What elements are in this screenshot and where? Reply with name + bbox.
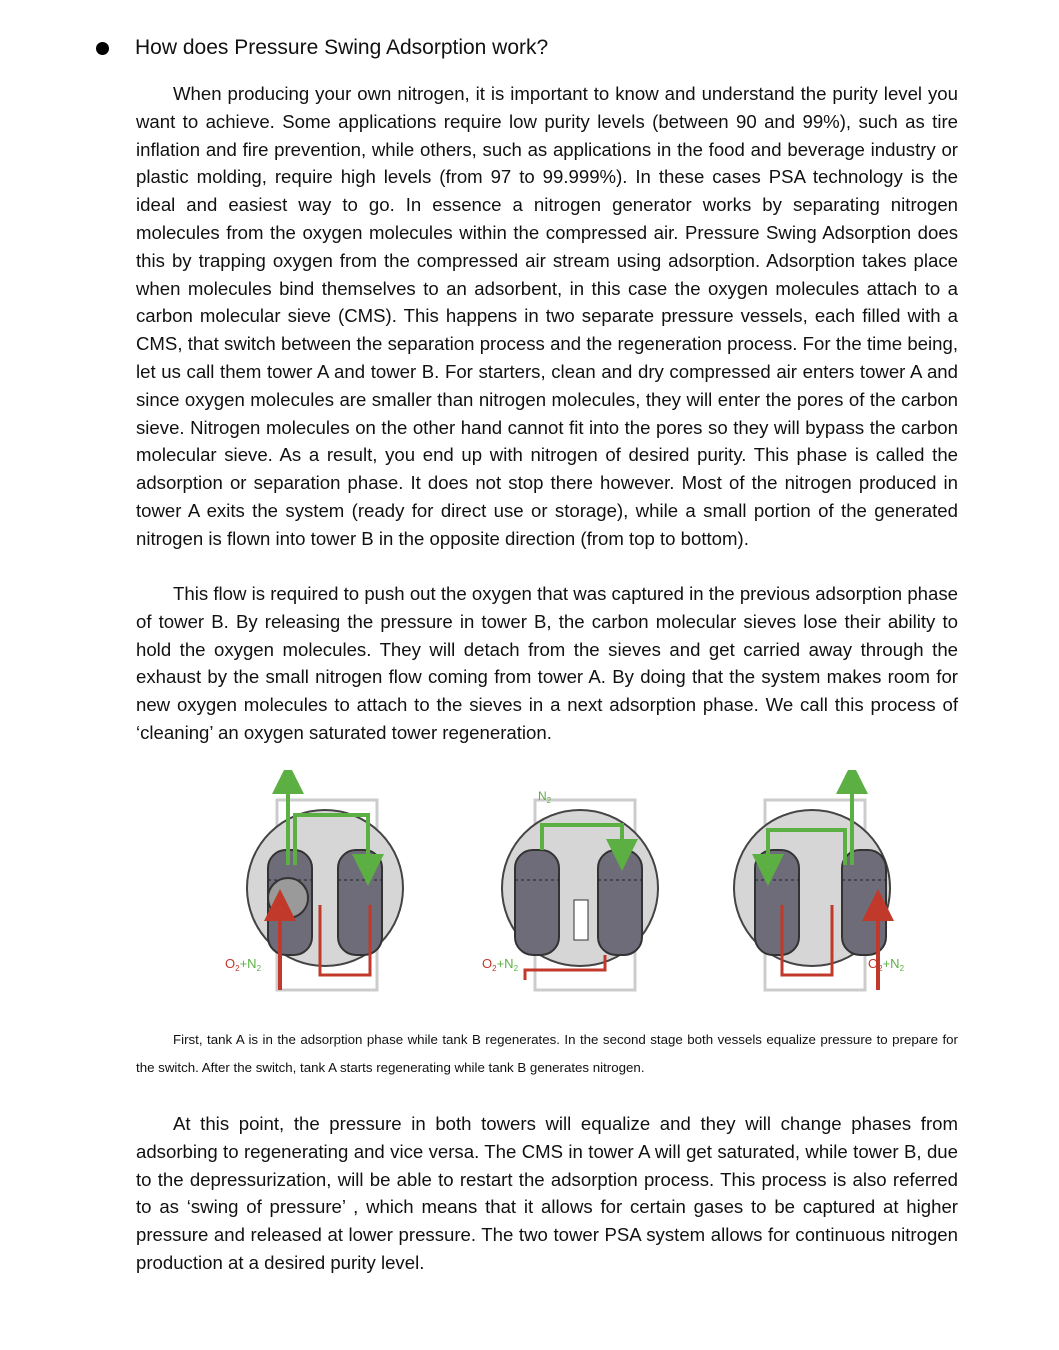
stage-1-diagram: [225, 773, 403, 990]
heading-text: How does Pressure Swing Adsorption work?: [135, 36, 549, 59]
bullet-icon: [96, 42, 109, 55]
o2-n2-label: $O_2+N_2$: [482, 956, 519, 973]
section-heading: [96, 36, 548, 60]
tank-a: [755, 850, 799, 955]
valve-icon: [268, 878, 308, 918]
psa-diagram: [220, 770, 940, 995]
n2-label: $N_2$: [538, 789, 552, 805]
n2-label: $N_2$: [282, 773, 296, 789]
stage-2-diagram: [482, 789, 658, 990]
tank-b: [338, 850, 382, 955]
tank-b: [598, 850, 642, 955]
paragraph-2: This flow is required to push out the oxygen that was captured in the previous adsorption phase of tower B. By releasing the pressure in tower B, the carbon molecular sieves lose their ability to hold the oxygen molecules. They will detach from the sieves and get carried away through the exhaust by the small nitrogen flow coming from tower A. By doing that the system makes room for new oxygen molecules to attach to the sieves in a next adsorption phase. We call this process of ‘cleaning’ an oxygen saturated tower regeneration.: [136, 583, 958, 743]
o2-n2-label: $O_2+N_2$: [225, 956, 262, 973]
figure-caption: First, tank A is in the adsorption phase while tank B regenerates. In the second stage both vessels equalize pressure to prepare for the switch. After the switch, tank A starts regenerating while tank B generates nitrogen.: [136, 1032, 958, 1075]
paragraph-1: When producing your own nitrogen, it is important to know and understand the purity level you want to achieve. Some applications require low purity levels (between 90 and 99%), such as tire inflation and fire prevention, while others, such as applications in the food and beverage industry or plastic molding, require high levels (from 97 to 99.999%). In these cases PSA technology is the ideal and easiest way to go. In essence a nitrogen generator works by separating nitrogen molecules from the oxygen molecules within the compressed air. Pressure Swing Adsorption does this by trapping oxygen from the compressed air stream using adsorption. Adsorption takes place when molecules bind themselves to an adsorbent, in this case the oxygen molecules attach to a carbon molecular sieve (CMS). This happens in two separate pressure vessels, each filled with a CMS, that switch between the separation process and the regeneration process. For the time being, let us call them tower A and tower B. For starters, clean and dry compressed air enters tower A and since oxygen molecules are smaller than nitrogen molecules, they will enter the pores of the carbon sieve. Nitrogen molecules on the other hand cannot fit into the pores so they will bypass the carbon molecular sieve. As a result, you end up with nitrogen of desired purity. This phase is called the adsorption or separation phase. It does not stop there however. Most of the nitrogen produced in tower A exits the system (ready for direct use or storage), while a small portion of the generated nitrogen is flown into tower B in the opposite direction (from top to bottom).: [136, 83, 958, 549]
stage-3-diagram: [734, 773, 905, 990]
o2-n2-label: $O_2+N_2$: [868, 956, 905, 973]
tank-a: [515, 850, 559, 955]
paragraph-3: At this point, the pressure in both towers will equalize and they will change phases from adsorbing to regenerating and vice versa. The CMS in tower A will get saturated, while tower B, due to the depressurization, will be able to restart the adsorption process. This process is also referred to as ‘swing of pressure’ , which means that it allows for certain gases to be captured at higher pressure and released at lower pressure. The two tower PSA system allows for continuous nitrogen production at a desired purity level.: [136, 1113, 958, 1273]
n2-label: $N_2$: [845, 773, 859, 789]
